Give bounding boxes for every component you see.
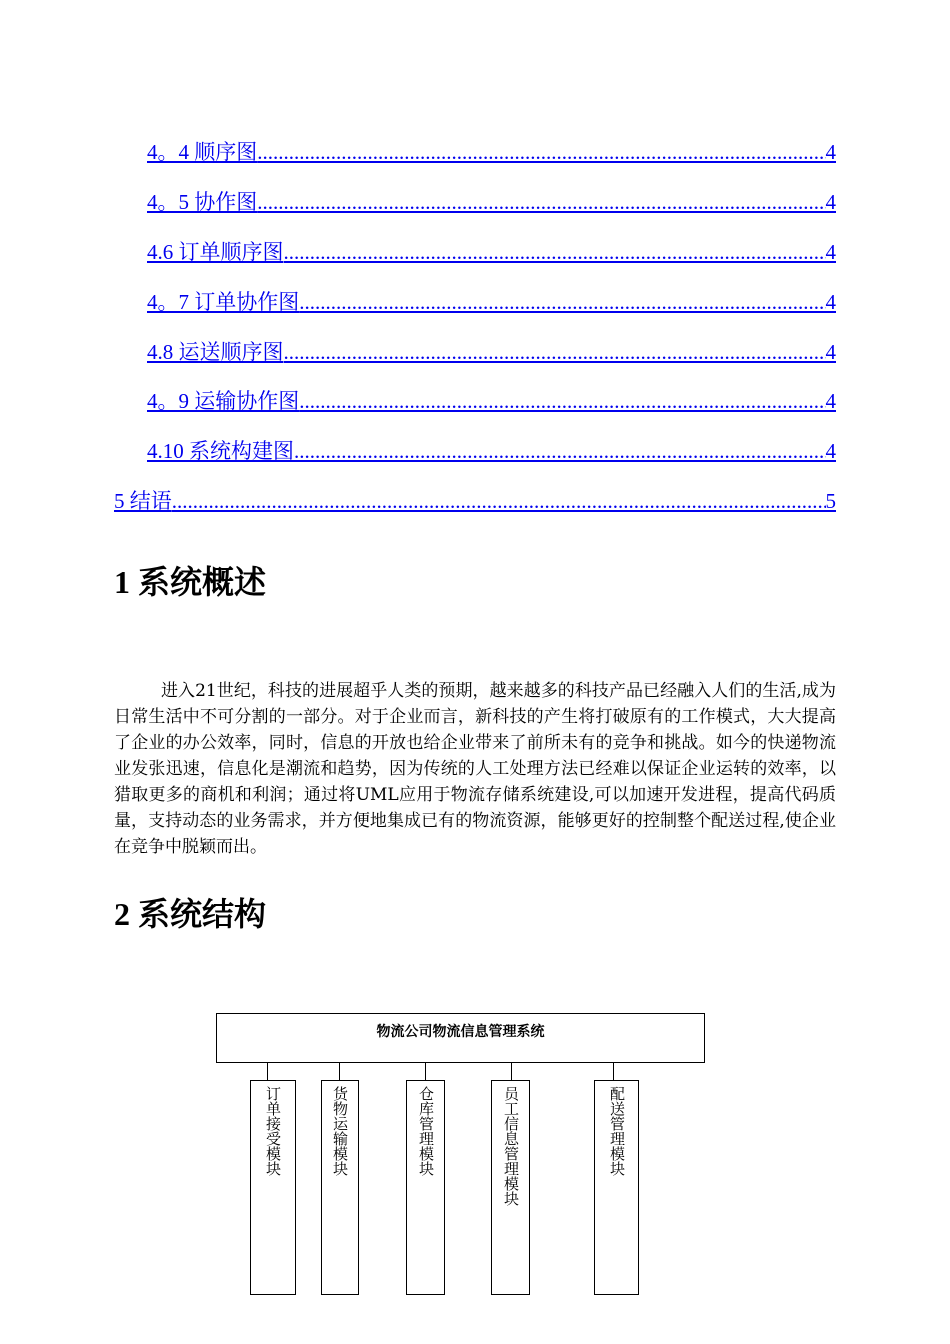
section-heading-structure: 2 系统结构 — [114, 896, 267, 932]
toc-leader-dots — [257, 140, 825, 165]
toc-entry-4-6[interactable] — [147, 236, 836, 266]
toc-entry-page: 4 — [825, 190, 836, 214]
connector-line — [267, 1063, 268, 1081]
toc-entry-label: 4。7 订单协作图 — [147, 290, 300, 314]
toc-entry-4-4[interactable] — [147, 136, 836, 166]
toc-entry-page: 4 — [825, 290, 836, 314]
module-box-order: 订单接受模块 — [250, 1080, 296, 1295]
toc-entry-4-10[interactable] — [147, 435, 836, 465]
system-root-box: 物流公司物流信息管理系统 — [216, 1013, 705, 1063]
toc-entry-label: 4。9 运输协作图 — [147, 389, 300, 413]
toc-entry-page: 5 — [825, 489, 836, 513]
connector-line — [511, 1063, 512, 1081]
toc-entry-label: 4.8 运送顺序图 — [147, 340, 284, 364]
module-box-delivery: 配送管理模块 — [594, 1080, 639, 1295]
toc-entry-label: 4。5 协作图 — [147, 190, 258, 214]
toc-entry-label: 4.6 订单顺序图 — [147, 240, 284, 264]
toc-entry-label: 4.10 系统构建图 — [147, 439, 294, 463]
toc-leader-dots — [284, 340, 826, 365]
toc-entry-4-9[interactable] — [147, 385, 836, 415]
toc-entry-5[interactable] — [114, 485, 836, 515]
toc-entry-page: 4 — [825, 439, 836, 463]
module-box-warehouse: 仓库管理模块 — [406, 1080, 445, 1295]
toc-entry-4-5[interactable] — [147, 186, 836, 216]
toc-leader-dots — [299, 389, 825, 414]
overview-paragraph: 进入21世纪，科技的进展超乎人类的预期，越来越多的科技产品已经融入人们的生活,成为日常生活中不可分割的一部分。对于企业而言，新科技的产生将打破原有的工作模式，大大提高了企业的办公效率，同时，信息的开放也给企业带来了前所未有的竞争和挑战。如今的快递物流业发张迅速，信息化是潮流和趋势，因为传统的人工处理方法已经难以保证企业运转的效率，以猎取更多的商机和利润；通过将UML应用于物流存储系统建设,可以加速开发进程，提高代码质量，支持动态的业务需求，并方便地集成已有的物流资源，能够更好的控制整个配送过程,使企业在竞争中脱颖而出。 — [114, 681, 836, 857]
toc-entry-4-7[interactable] — [147, 286, 836, 316]
toc-entry-page: 4 — [825, 389, 836, 413]
toc-entry-page: 4 — [825, 140, 836, 164]
connector-line — [613, 1063, 614, 1081]
toc-entry-page: 4 — [825, 340, 836, 364]
toc-leader-dots — [294, 439, 826, 464]
toc-leader-dots — [284, 240, 826, 265]
module-box-employee: 员工信息管理模块 — [491, 1080, 530, 1295]
toc-leader-dots — [172, 489, 826, 514]
toc-entry-label: 4。4 顺序图 — [147, 140, 258, 164]
module-box-transport: 货物运输模块 — [321, 1080, 359, 1295]
connector-line — [339, 1063, 340, 1081]
toc-entry-page: 4 — [825, 240, 836, 264]
connector-line — [425, 1063, 426, 1081]
section-heading-overview: 1 系统概述 — [114, 564, 267, 600]
toc-entry-label: 5 结语 — [114, 489, 172, 513]
toc-leader-dots — [257, 190, 825, 215]
toc-leader-dots — [299, 290, 825, 315]
toc-entry-4-8[interactable] — [147, 336, 836, 366]
